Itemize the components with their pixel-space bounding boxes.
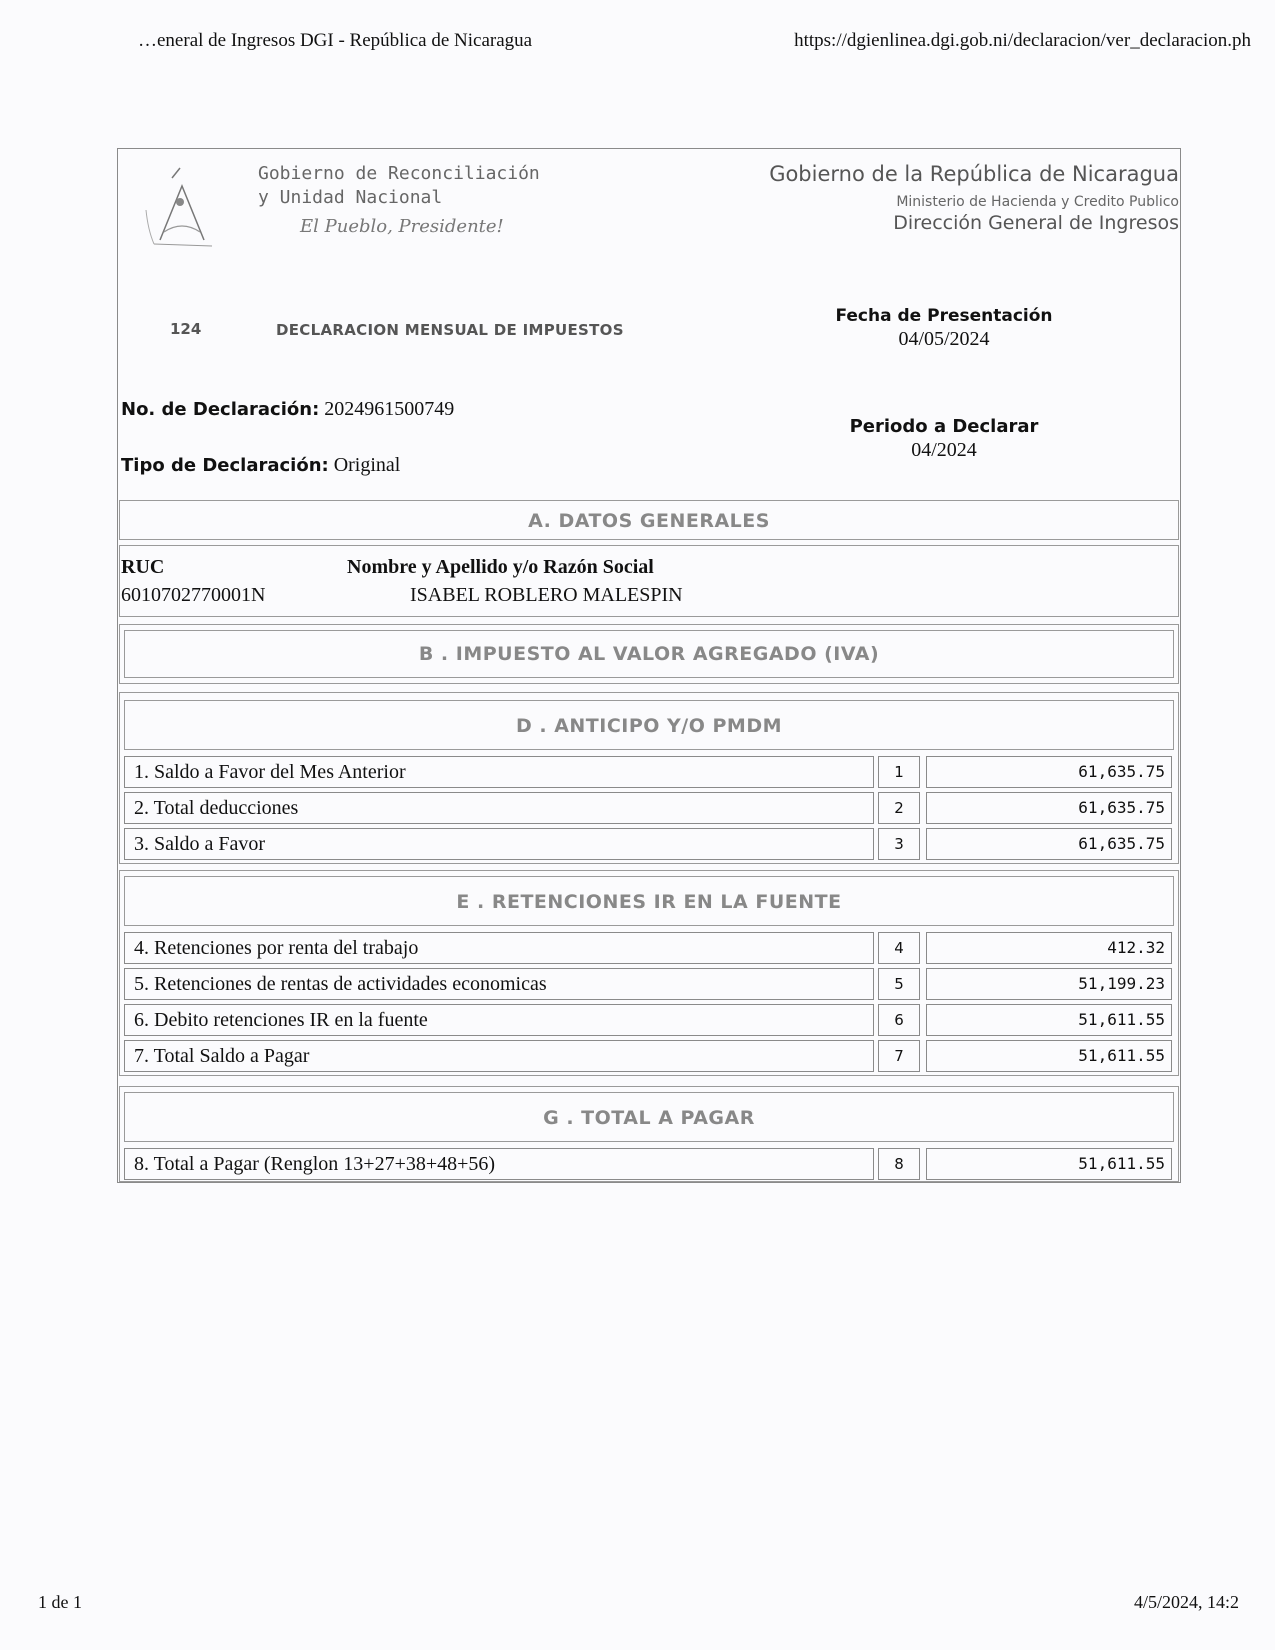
fecha-value: 04/05/2024 [898,328,990,350]
form-title: DECLARACION MENSUAL DE IMPUESTOS [276,321,624,339]
no-decl-label: No. de Declaración: [121,399,320,420]
section-e-header [124,876,1174,926]
row-value: 51,611.55 [926,1004,1172,1036]
row-description: 6. Debito retenciones IR en la fuente [124,1004,874,1036]
browser-page-title: …eneral de Ingresos DGI - República de Nicaragua [138,30,533,51]
periodo-value: 04/2024 [911,439,977,461]
row-description: 4. Retenciones por renta del trabajo [124,932,874,964]
no-decl-value: 2024961500749 [324,398,455,420]
section-d-header [124,700,1174,750]
row-number: 3 [878,828,920,860]
row-value: 61,635.75 [926,828,1172,860]
row-number: 2 [878,792,920,824]
row-number: 4 [878,932,920,964]
row-description: 2. Total deducciones [124,792,874,824]
row-number: 8 [878,1148,920,1180]
row-value: 51,611.55 [926,1148,1172,1180]
name-label: Nombre y Apellido y/o Razón Social [347,556,654,578]
section-a-header [119,500,1179,540]
fecha-presentacion [814,306,1074,351]
government-logo-icon [142,160,234,260]
periodo-declarar [814,416,1074,462]
print-datetime: 4/5/2024, 14:2 [1133,1592,1239,1612]
periodo-label: Periodo a Declarar [849,416,1039,437]
section-b-title: B . IMPUESTO AL VALOR AGREGADO (IVA) [418,643,880,665]
ruc-label: RUC [121,556,165,578]
tipo-declaracion [121,454,400,477]
row-number: 6 [878,1004,920,1036]
slogan: El Pueblo, Presidente! [300,216,504,237]
browser-url: https://dgienlinea.dgi.gob.ni/declaracion/ver_declaracion.ph [794,30,1251,51]
page-count: 1 de 1 [38,1592,82,1612]
gov-left-line1: Gobierno de Reconciliación [258,163,540,184]
section-g-header [124,1092,1174,1142]
section-g-title: G . TOTAL A PAGAR [543,1107,755,1129]
gov-right-line1: Gobierno de la República de Nicaragua [769,162,1179,186]
gov-right-line2: Ministerio de Hacienda y Credito Publico [896,194,1179,210]
ruc-value: 6010702770001N [121,584,266,606]
gov-left-heading [258,162,540,210]
row-description: 7. Total Saldo a Pagar [124,1040,874,1072]
form-number: 124 [170,320,202,338]
no-declaracion [121,398,454,421]
name-value: ISABEL ROBLERO MALESPIN [410,584,683,606]
row-value: 51,199.23 [926,968,1172,1000]
row-value: 51,611.55 [926,1040,1172,1072]
section-d-title: D . ANTICIPO Y/O PMDM [515,715,783,737]
section-b-header [124,630,1174,678]
row-value: 61,635.75 [926,756,1172,788]
row-description: 1. Saldo a Favor del Mes Anterior [124,756,874,788]
row-value: 61,635.75 [926,792,1172,824]
row-number: 7 [878,1040,920,1072]
gov-right-heading [769,162,1179,234]
row-description: 8. Total a Pagar (Renglon 13+27+38+48+56) [124,1148,874,1180]
row-description: 3. Saldo a Favor [124,828,874,860]
row-description: 5. Retenciones de rentas de actividades economicas [124,968,874,1000]
row-value: 412.32 [926,932,1172,964]
fecha-label: Fecha de Presentación [835,306,1053,326]
gov-right-line3: Dirección General de Ingresos [893,212,1179,234]
tipo-value: Original [333,454,401,476]
row-number: 1 [878,756,920,788]
section-a-title: A. DATOS GENERALES [528,510,770,532]
gov-left-line2: y Unidad Nacional [258,187,443,208]
section-e-title: E . RETENCIONES IR EN LA FUENTE [456,891,842,913]
row-number: 5 [878,968,920,1000]
tipo-label: Tipo de Declaración: [121,455,329,476]
